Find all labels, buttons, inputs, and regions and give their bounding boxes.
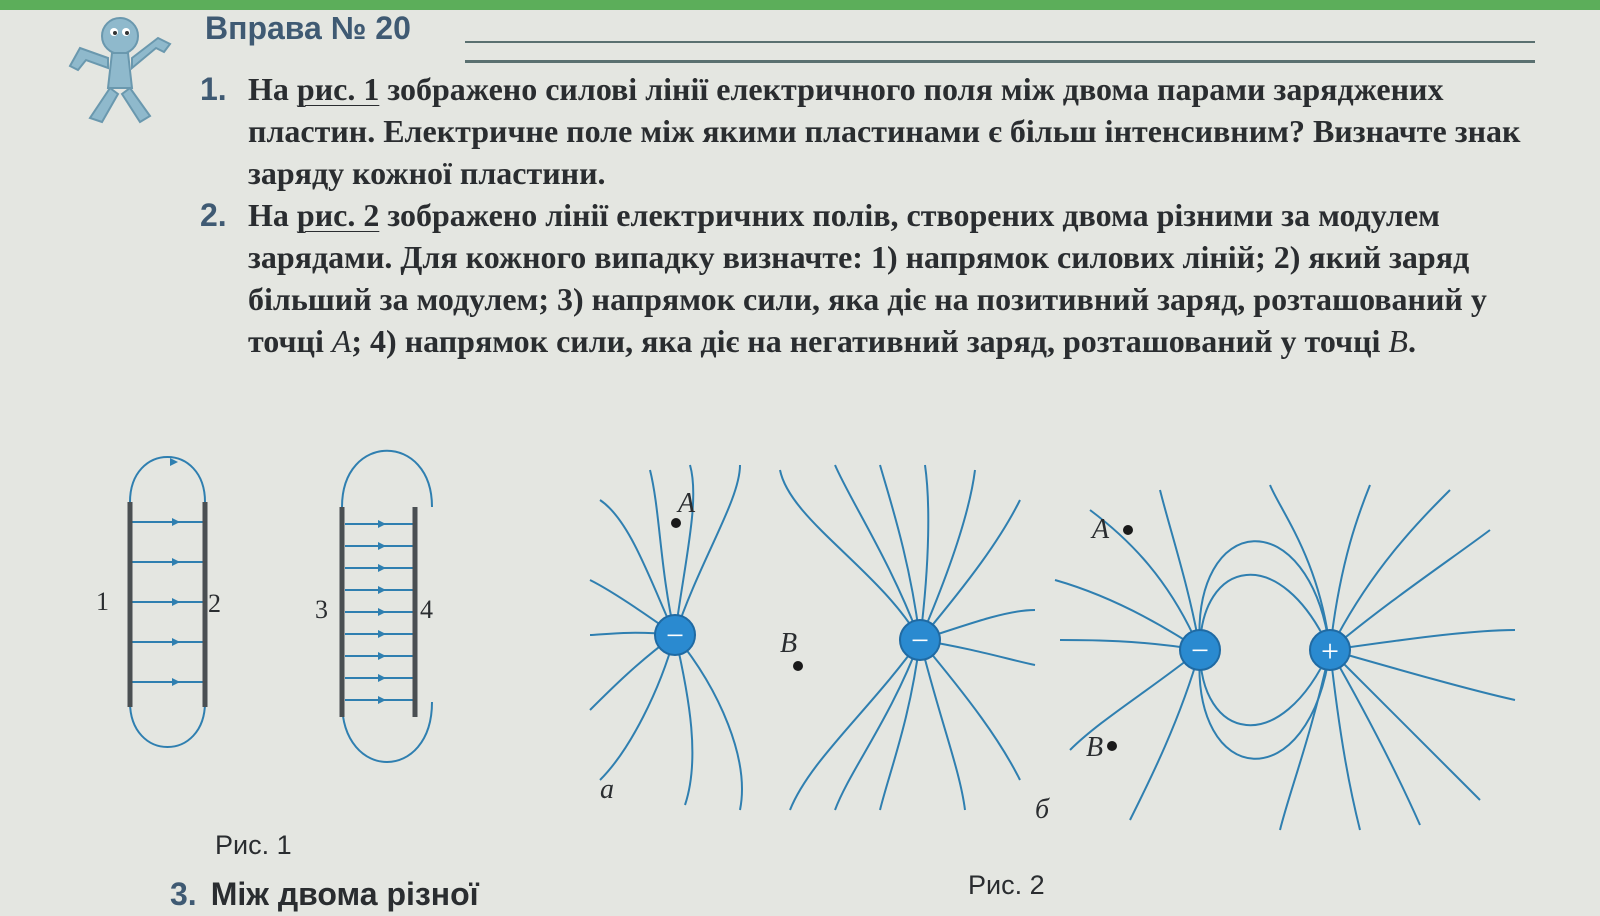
point-a-label: A bbox=[678, 488, 696, 519]
task-list bbox=[200, 68, 1530, 362]
plate-label-1: 1 bbox=[96, 587, 109, 616]
point-b-dot bbox=[1107, 741, 1117, 751]
top-color-bar bbox=[0, 0, 1600, 10]
task-text: зображено силові лінії електричного поля між двома парами заряджених пластин. Електричне поле між якими пластинами є більш інтенсивним? Визначте знак заряду кожної пластини. bbox=[248, 71, 1521, 191]
point-b-dot bbox=[793, 661, 803, 671]
point-b-label: B bbox=[1388, 323, 1408, 359]
field-lines bbox=[1055, 485, 1515, 830]
task-text: На bbox=[248, 71, 297, 107]
plate-label-4: 4 bbox=[420, 595, 433, 624]
charge-sign: − bbox=[665, 617, 685, 653]
plate-label-2: 2 bbox=[208, 589, 221, 618]
title-rule-thick bbox=[465, 60, 1535, 63]
charge-sign: − bbox=[910, 622, 930, 658]
charge-sign: + bbox=[1320, 633, 1340, 669]
point-a-label: A bbox=[331, 323, 352, 359]
point-b-label: B bbox=[780, 628, 798, 659]
point-b-label: B bbox=[1086, 732, 1104, 763]
figure-ref-link[interactable]: рис. 2 bbox=[296, 197, 380, 233]
task-text: . bbox=[1407, 323, 1416, 359]
charge-sign: − bbox=[1190, 632, 1210, 668]
task-text: Між двома різної bbox=[210, 876, 479, 912]
task-3-partial bbox=[170, 876, 479, 913]
mascot-icon bbox=[60, 8, 180, 128]
task-1 bbox=[200, 68, 1530, 194]
task-text: ; 4) напрямок сили, яка діє на негативний заряд, розташований у точці bbox=[351, 323, 1389, 359]
title-rule bbox=[465, 41, 1535, 43]
task-2 bbox=[200, 194, 1530, 362]
figure-2a-field bbox=[590, 460, 1040, 820]
plate-label-3: 3 bbox=[315, 595, 328, 624]
point-a-dot bbox=[1123, 525, 1133, 535]
point-a-dot bbox=[671, 518, 681, 528]
task-number: 1. bbox=[200, 71, 227, 107]
task-number: 2. bbox=[200, 197, 227, 233]
panel-label-b: б bbox=[1035, 794, 1050, 825]
figure-2-caption: Рис. 2 bbox=[968, 870, 1045, 900]
task-number: 3. bbox=[170, 876, 197, 912]
figure-ref-link[interactable]: рис. 1 bbox=[296, 71, 380, 107]
exercise-title: Вправа № 20 bbox=[205, 10, 411, 46]
task-text: На bbox=[248, 197, 297, 233]
point-a-label: A bbox=[1092, 514, 1110, 545]
figure-2b-field bbox=[1035, 480, 1520, 840]
task-text: зображено лінії електричних полів, створених двома різними за модулем зарядами. Для кожного випадку визначте: 1) напрямок силових ліній; 2) який заряд більший за модулем; 3) напрямок сили, яка діє на позитивний заряд, розташований у точці bbox=[248, 197, 1487, 359]
figure-1-caption: Рис. 1 bbox=[215, 830, 292, 860]
figure-1-plates bbox=[80, 452, 480, 782]
panel-label-a: а bbox=[600, 774, 614, 805]
